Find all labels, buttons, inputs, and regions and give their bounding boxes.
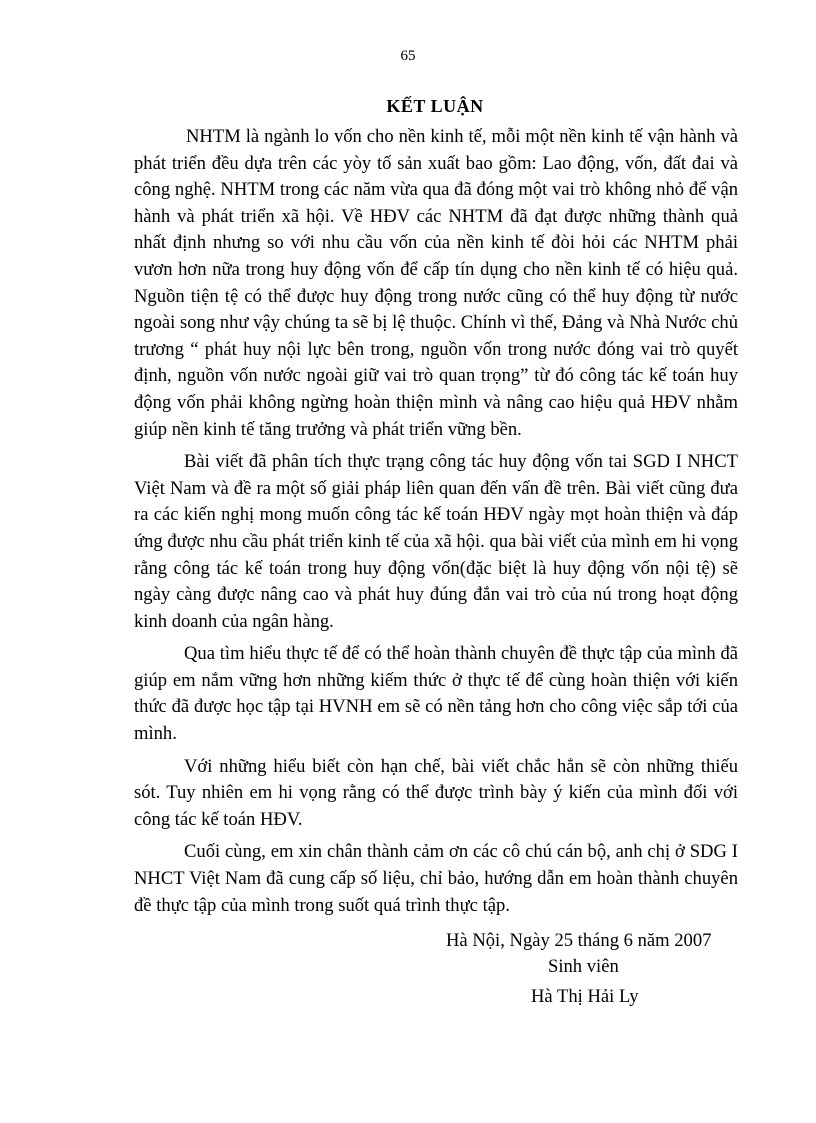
signoff-name: Hà Thị Hải Ly [531, 986, 639, 1007]
signoff-place-date: Hà Nội, Ngày 25 tháng 6 năm 2007 [446, 930, 712, 951]
paragraph-4: Với những hiểu biết còn hạn chế, bài viết chắc hẳn sẽ còn những thiếu sót. Tuy nhiên em hi vọng rằng có thể được trình bày ý kiến của mình đối với công tác kế toán HĐV. [134, 755, 738, 830]
paragraph-3: Qua tìm hiểu thực tế để có thể hoàn thành chuyên đề thực tập của mình đã giúp em nắm vững hơn những kiếm thức ở thực tế để cùng hoàn thiện với kiến thức đã được học tập tại HVNH em sẽ có nền tảng hơn cho công việc sắp tới của mình. [134, 643, 738, 745]
paragraph-2: Bài viết đã phân tích thực trạng công tác huy động vốn tai SGD I NHCT Việt Nam và đề ra một số giải pháp liên quan đến vấn đề trên. Bài viết cũng đưa ra các kiến nghị mong muốn công tác kế toán HĐV ngày mọt hoàn thiện và đáp ứng được nhu cầu phát triển kinh tế của xã hội. qua bài viết của mình em hi vọng rằng công tác kế toán trong huy động vốn(đặc biệt là huy động vốn nội tệ) sẽ ngày càng được nâng cao và phát huy đúng đắn vai trò của nú trong hoạt động kinh doanh của ngân hàng. [134, 451, 738, 632]
page-title: KẾT LUẬN [386, 96, 484, 116]
signoff-role: Sinh viên [548, 956, 619, 977]
paragraph-1: NHTM là ngành lo vốn cho nền kinh tế, mỗi một nền kinh tế vận hành và phát triển đều dựa trên các yòy tố sản xuất bao gồm: Lao động, vốn, đất đai và công nghệ. NHTM trong các năm vừa qua đã đóng một vai trò không nhỏ để vận hành và phát triển xã hội. Về HĐV các NHTM đã đạt được những thành quả nhất định nhưng so với nhu cầu vốn của nền kinh tế đòi hỏi các NHTM phải vươn hơn nữa trong huy động vốn để cấp tín dụng cho nền kinh tế có hiệu quả. Nguồn tiện tệ có thể được huy động trong nước cũng có thể huy động từ nước ngoài song như vậy chúng ta sẽ bị lệ thuộc. Chính vì thế, Đảng và Nhà Nước chủ trương “ phát huy nội lực bên trong, nguồn vốn trong nước đóng vai trò quyết định, nguồn vốn nước ngoài giữ vai trò quan trọng” từ đó công tác kế toán huy động vốn phải không ngừng hoàn thiện mình và nâng cao hiệu quả HĐV nhằm giúp nền kinh tế tăng trưởng và phát triển vững bền. [134, 126, 738, 440]
page-number: 65 [400, 48, 416, 64]
paragraph-5: Cuối cùng, em xin chân thành cảm ơn các cô chú cán bộ, anh chị ở SDG I NHCT Việt Nam đã cung cấp số liệu, chỉ bảo, hướng dẫn em hoàn thành chuyên đề thực tập của mình trong suốt quá trình thực tập. [134, 841, 738, 916]
document-body [134, 124, 738, 925]
